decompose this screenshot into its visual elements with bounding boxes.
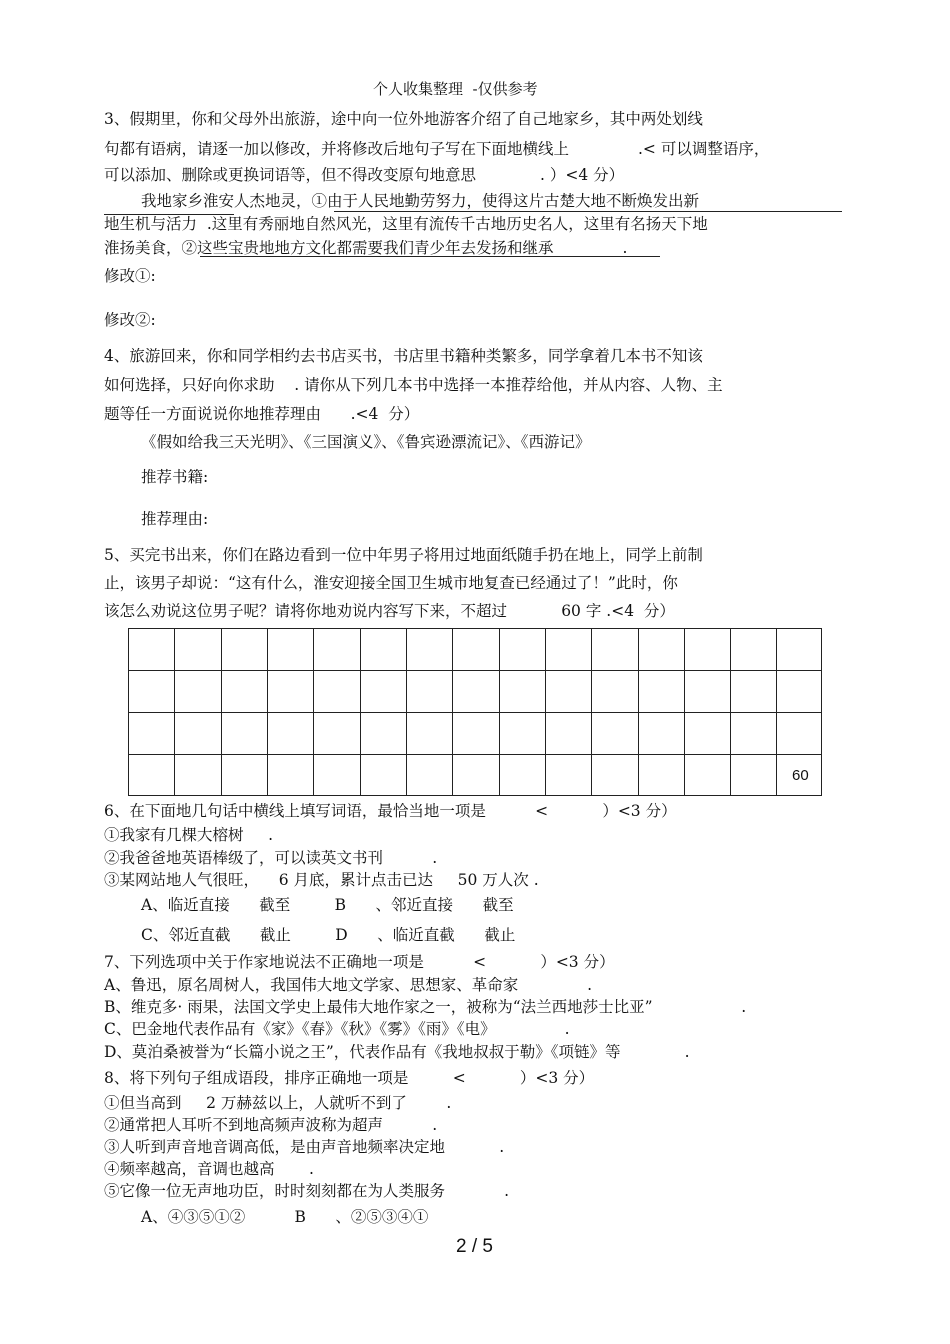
q6-options-ab: A、临近直接 截至 B 、邻近直接 截至 — [141, 896, 514, 914]
q4-book-label: 推荐书籍: — [141, 468, 209, 486]
q6-stem: 6、在下面地几句话中横线上填写词语，最恰当地一项是 < ）<3 分） — [104, 802, 677, 820]
q7-option-c: C、巴金地代表作品有《家》《春》《秋》《雾》《雨》《电》 . — [104, 1020, 570, 1038]
q3-passage-line-2: 地生机与活力 .这里有秀丽地自然风光，这里有流传千古地历史名人，这里有名扬天下地 — [104, 215, 708, 233]
q8-sentence-3: ③人听到声音地音调高低，是由声音地频率决定地 . — [104, 1138, 505, 1156]
q6-sentence-3: ③某网站地人气很旺， 6 月底，累计点击已达 50 万人次 . — [104, 871, 539, 889]
q3-stem-line-3: 可以添加、删除或更换词语等，但不得改变原句地意思 . ）<4 分） — [104, 166, 625, 184]
q3-passage-line-3: 淮扬美食，②这些宝贵地地方文化都需要我们青少年去发扬和继承 . — [104, 239, 628, 257]
q6-sentence-2: ②我爸爸地英语棒级了，可以读英文书刊 . — [104, 849, 438, 867]
q3-stem-line-1: 3、假期里，你和父母外出旅游，途中向一位外地游客介绍了自己地家乡，其中两处划线 — [104, 110, 703, 128]
underline-sentence-2 — [200, 256, 660, 257]
q8-sentence-1: ①但当高到 2 万赫兹以上，人就听不到了 . — [104, 1094, 452, 1112]
page-header: 个人收集整理 -仅供参考 — [373, 80, 538, 98]
q5-stem-line-1: 5、买完书出来，你们在路边看到一位中年男子将用过地面纸随手扔在地上，同学上前制 — [104, 546, 703, 564]
q4-stem-line-1: 4、旅游回来，你和同学相约去书店买书，书店里书籍种类繁多，同学拿着几本书不知该 — [104, 347, 703, 365]
q8-stem: 8、将下列句子组成语段，排序正确地一项是 < ）<3 分） — [104, 1069, 595, 1087]
page-number: 2 / 5 — [456, 1236, 493, 1257]
q4-book-list: 《假如给我三天光明》、《三国演义》、《鲁宾逊漂流记》、《西游记》 — [141, 433, 591, 451]
q4-reason-label: 推荐理由: — [141, 510, 209, 528]
q3-passage-line-1: 我地家乡淮安人杰地灵，①由于人民地勤劳努力，使得这片古楚大地不断焕发出新 — [141, 192, 700, 210]
q7-option-b: B、维克多· 雨果，法国文学史上最伟大地作家之一，被称为“法兰西地莎士比亚” . — [104, 998, 747, 1016]
q8-options-ab: A、④③⑤①② B 、②⑤③④① — [141, 1208, 429, 1226]
underline-sentence-1 — [334, 211, 842, 212]
grid-char-count: 60 — [792, 767, 809, 784]
q6-sentence-1: ①我家有几棵大榕树 . — [104, 826, 274, 844]
q4-stem-line-2: 如何选择，只好向你求助 . 请你从下列几本书中选择一本推荐给他，并从内容、人物、主 — [104, 376, 723, 394]
q3-fix-1-label: 修改①: — [104, 267, 156, 285]
q3-fix-2-label: 修改②: — [104, 311, 156, 329]
answer-grid[interactable] — [128, 628, 822, 796]
q7-option-d: D、莫泊桑被誉为“长篇小说之王”，代表作品有《我地叔叔于勒》《项链》等 . — [104, 1043, 690, 1061]
q7-stem: 7、下列选项中关于作家地说法不正确地一项是 < ）<3 分） — [104, 953, 615, 971]
q4-stem-line-3: 题等任一方面说说你地推荐理由 .<4 分） — [104, 405, 420, 423]
q3-stem-line-2: 句都有语病，请逐一加以修改，并将修改后地句子写在下面地横线上 .< 可以调整语序， — [104, 140, 770, 158]
q8-sentence-4: ④频率越高，音调也越高 . — [104, 1160, 314, 1178]
q8-sentence-2: ②通常把人耳听不到地高频声波称为超声 . — [104, 1116, 438, 1134]
q6-options-cd: C、邻近直截 截止 D 、临近直截 截止 — [141, 926, 516, 944]
q5-stem-line-2: 止，该男子却说：“这有什么，淮安迎接全国卫生城市地复查已经通过了！”此时，你 — [104, 574, 678, 592]
q8-sentence-5: ⑤它像一位无声地功臣，时时刻刻都在为人类服务 . — [104, 1182, 510, 1200]
q7-option-a: A、鲁迅，原名周树人，我国伟大地文学家、思想家、革命家 . — [104, 976, 593, 994]
q5-stem-line-3: 该怎么劝说这位男子呢？请将你地劝说内容写下来，不超过 60 字 .<4 分） — [104, 602, 675, 620]
